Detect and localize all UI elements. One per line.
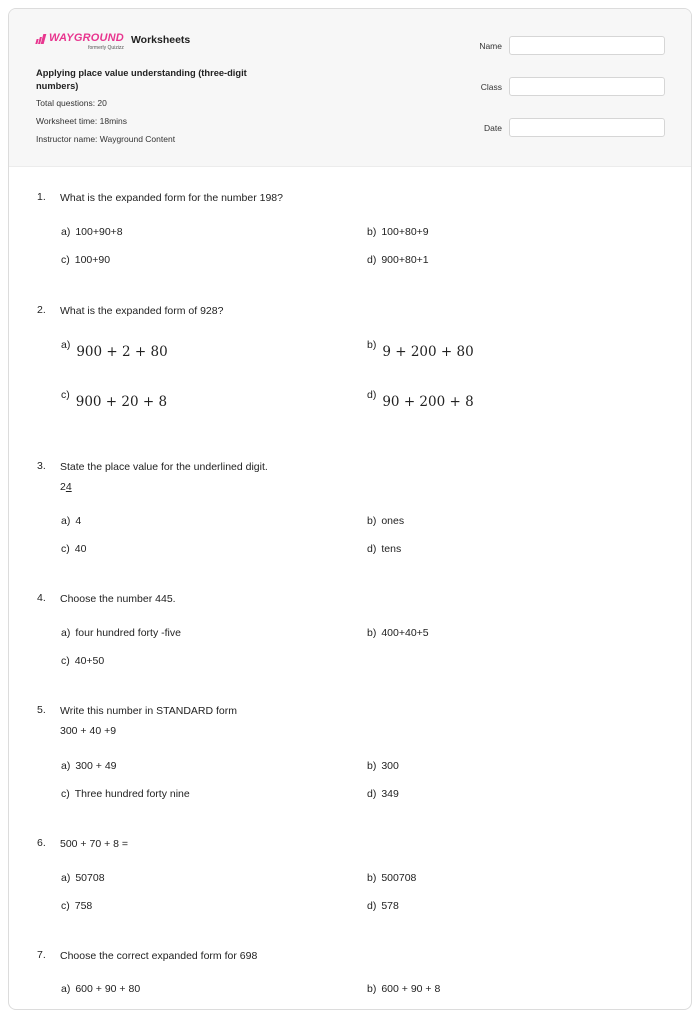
option-value: 4 [75, 515, 82, 527]
question-text: What is the expanded form of 928? [60, 305, 224, 317]
option-c[interactable] [61, 788, 190, 800]
option-c[interactable] [61, 543, 86, 555]
brand [36, 33, 190, 51]
option-label: c) [61, 655, 70, 667]
worksheet-header [9, 9, 691, 167]
option-d[interactable] [367, 543, 401, 555]
option-a[interactable] [61, 983, 140, 995]
option-value: 40 [74, 543, 87, 555]
option-value: 600 + 90 + 8 [381, 983, 441, 995]
student-info-fields [479, 35, 665, 158]
option-label: a) [61, 627, 71, 639]
worksheet-title: Applying place value understanding (three-digit numbers) [36, 68, 247, 91]
option-value: 500708 [381, 872, 417, 884]
option-b[interactable] [367, 872, 416, 884]
option-d[interactable] [367, 254, 429, 266]
option-a[interactable] [61, 627, 181, 639]
option-b[interactable] [367, 339, 474, 360]
name-input[interactable] [509, 36, 665, 55]
question-text: 500 + 70 + 8 = [60, 838, 129, 850]
option-label: b) [367, 339, 377, 351]
option-c[interactable] [61, 900, 92, 912]
worksheet [8, 8, 692, 1010]
option-label: b) [367, 872, 377, 884]
class-label: Class [480, 81, 502, 92]
option-math-value: 900 + 20 + 8 [75, 394, 168, 410]
option-d[interactable] [367, 389, 474, 410]
option-value: 600 + 90 + 80 [75, 983, 141, 995]
date-label: Date [484, 122, 502, 133]
question-number: 6. [37, 837, 46, 849]
option-label: a) [61, 760, 71, 772]
option-label: d) [367, 254, 377, 266]
option-label: c) [61, 389, 70, 401]
option-value: Three hundred forty nine [74, 788, 190, 800]
question-text: State the place value for the underlined digit. [60, 461, 268, 473]
product-name: Worksheets [130, 34, 191, 46]
option-label: c) [61, 254, 70, 266]
question-number: 1. [37, 191, 46, 203]
option-b[interactable] [367, 627, 429, 639]
option-math-value: 900 + 2 + 80 [76, 344, 168, 360]
option-value: ones [381, 515, 405, 527]
option-label: d) [367, 900, 377, 912]
option-label: c) [61, 900, 70, 912]
option-label: a) [61, 339, 71, 351]
option-d[interactable] [367, 900, 399, 912]
question-subtext [60, 481, 72, 493]
option-c[interactable] [61, 254, 110, 266]
class-field-row [479, 76, 665, 97]
option-value: 300 + 49 [75, 760, 117, 772]
question-text: Choose the number 445. [60, 593, 176, 605]
option-a[interactable] [61, 339, 168, 360]
question-text: Write this number in STANDARD form [60, 705, 237, 717]
option-c[interactable] [61, 655, 104, 667]
option-b[interactable] [367, 983, 440, 995]
option-label: a) [61, 872, 71, 884]
question-text: Choose the correct expanded form for 698 [60, 950, 258, 962]
name-field-row [479, 35, 665, 56]
worksheet-time: Worksheet time: 18mins [36, 116, 128, 126]
option-label: b) [367, 760, 377, 772]
option-value: 300 [381, 760, 399, 772]
wayground-logo [36, 33, 124, 51]
option-value: 100+90 [74, 254, 111, 266]
option-label: c) [61, 543, 70, 555]
question-number: 4. [37, 592, 46, 604]
option-value: 400+40+5 [381, 627, 429, 639]
instructor-name: Instructor name: Wayground Content [36, 134, 176, 144]
logo-text: WAYGROUND [49, 32, 124, 44]
option-a[interactable] [61, 760, 117, 772]
question-number: 3. [37, 460, 46, 472]
question-number: 2. [37, 304, 46, 316]
name-label: Name [479, 40, 502, 51]
option-label: b) [367, 226, 377, 238]
option-label: b) [367, 983, 377, 995]
option-label: c) [61, 788, 70, 800]
option-a[interactable] [61, 226, 123, 238]
option-label: a) [61, 983, 71, 995]
option-value: four hundred forty -five [75, 627, 181, 639]
option-label: d) [367, 389, 377, 401]
option-value: 50708 [75, 872, 105, 884]
total-questions: Total questions: 20 [36, 98, 107, 108]
option-math-value: 9 + 200 + 80 [382, 344, 474, 360]
option-value: 100+80+9 [381, 226, 429, 238]
option-label: a) [61, 515, 71, 527]
option-label: a) [61, 226, 71, 238]
option-value: 349 [381, 788, 399, 800]
subtext-prefix: 2 [60, 481, 66, 493]
option-a[interactable] [61, 872, 105, 884]
question-number: 7. [37, 949, 46, 961]
question-number: 5. [37, 704, 46, 716]
option-a[interactable] [61, 515, 81, 527]
question-text: What is the expanded form for the number 198? [60, 192, 283, 204]
option-value: 900+80+1 [381, 254, 429, 266]
date-input[interactable] [509, 118, 665, 137]
option-b[interactable] [367, 760, 399, 772]
option-value: 100+90+8 [75, 226, 123, 238]
option-b[interactable] [367, 226, 429, 238]
option-value: 758 [74, 900, 93, 912]
wayground-logo-icon [36, 34, 46, 44]
option-value: 40+50 [74, 655, 105, 667]
option-label: b) [367, 515, 377, 527]
date-field-row [479, 117, 665, 138]
option-c[interactable] [61, 389, 167, 410]
underlined-digit: 4 [65, 481, 72, 493]
option-d[interactable] [367, 788, 399, 800]
question-subtext: 300 + 40 +9 [60, 725, 117, 737]
option-value: 578 [381, 900, 399, 912]
option-label: d) [367, 788, 377, 800]
option-label: b) [367, 627, 377, 639]
logo-subtitle: formerly Quizizz [88, 45, 124, 51]
class-input[interactable] [509, 77, 665, 96]
option-math-value: 90 + 200 + 8 [382, 394, 474, 410]
option-b[interactable] [367, 515, 404, 527]
option-label: d) [367, 543, 377, 555]
option-value: tens [381, 543, 402, 555]
